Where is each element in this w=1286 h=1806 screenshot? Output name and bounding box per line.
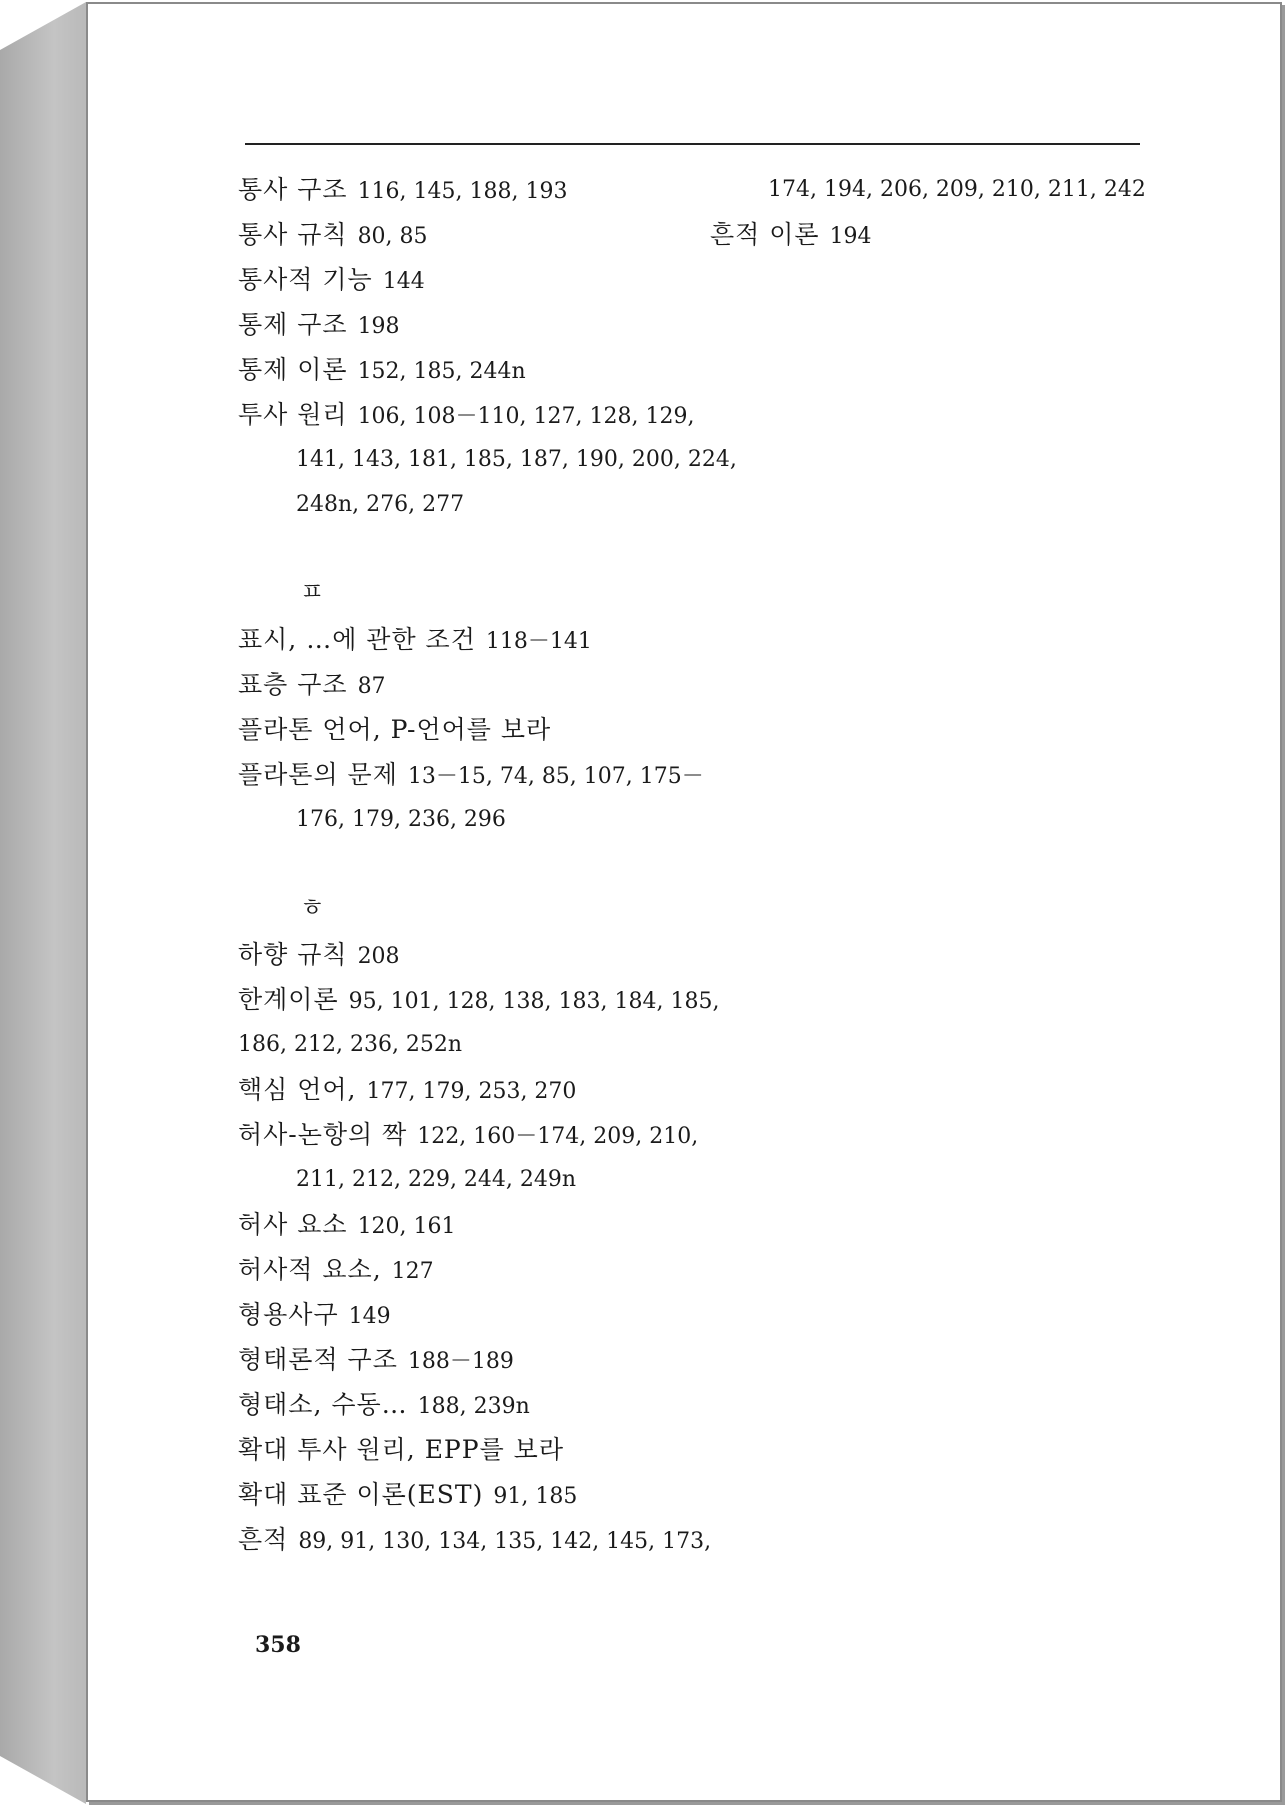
index-entry [238, 760, 704, 792]
index-entry [238, 175, 568, 207]
section-heading [300, 577, 325, 608]
index-term: 표시, …에 관한 조건 [238, 625, 476, 654]
index-term: 확대 표준 이론(EST) [238, 1480, 484, 1509]
index-entry [238, 1210, 456, 1242]
page-references: 91, 185 [493, 1484, 578, 1509]
index-entry [238, 985, 719, 1017]
index-entry-continuation [296, 490, 464, 520]
book-spine [0, 0, 90, 1806]
page-references: 208 [357, 944, 400, 969]
index-term: 투사 원리 [238, 400, 348, 429]
page-references: 174, 194, 206, 209, 210, 211, 242 [768, 177, 1146, 202]
page-references: 106, 108－110, 127, 128, 129, [357, 404, 695, 429]
index-term: 통사 구조 [238, 175, 348, 204]
page-references: 194 [829, 224, 872, 249]
index-term: 통제 구조 [238, 310, 348, 339]
page-references: 188, 239n [417, 1394, 530, 1419]
index-entry [238, 1345, 514, 1377]
page-number: 358 [255, 1632, 301, 1658]
index-term: 확대 투사 원리, EPP를 보라 [238, 1435, 564, 1464]
index-term: 형태론적 구조 [238, 1345, 398, 1374]
index-entry [238, 310, 400, 342]
index-term: 흔적 이론 [710, 220, 820, 249]
index-entry-continuation [296, 445, 737, 475]
index-entry-continuation [296, 805, 506, 835]
index-term: ㅍ [300, 577, 326, 606]
page-references: 141, 143, 181, 185, 187, 190, 200, 224, [296, 447, 737, 472]
index-term: 형용사구 [238, 1300, 339, 1329]
index-entry [238, 265, 425, 297]
page-references: 116, 145, 188, 193 [357, 179, 568, 204]
index-entry [238, 1075, 576, 1107]
section-heading [300, 893, 325, 924]
page-references: 248n, 276, 277 [296, 492, 465, 517]
index-term: 허사-논항의 짝 [238, 1120, 408, 1149]
page-references: 152, 185, 244n [357, 359, 526, 384]
index-entry [238, 400, 694, 432]
page-references: 176, 179, 236, 296 [296, 807, 506, 832]
index-entry [238, 715, 551, 747]
index-term: 하향 규칙 [238, 940, 348, 969]
page-references: 186, 212, 236, 252n [238, 1032, 463, 1057]
index-entry [710, 220, 872, 252]
index-entry-continuation [768, 175, 1146, 205]
index-entry [238, 1030, 462, 1060]
index-entry [238, 220, 428, 252]
index-entry [238, 355, 526, 387]
page-references: 95, 101, 128, 138, 183, 184, 185, [348, 989, 720, 1014]
index-term: 형태소, 수동… [238, 1390, 408, 1419]
page-references: 80, 85 [357, 224, 428, 249]
index-term: 한계이론 [238, 985, 339, 1014]
index-term: 플라톤 언어, P-언어를 보라 [238, 715, 552, 744]
page-references: 198 [357, 314, 400, 339]
page-references: 188－189 [407, 1349, 514, 1374]
index-entry [238, 1390, 530, 1422]
page-references: 87 [357, 674, 386, 699]
page-references: 120, 161 [357, 1214, 456, 1239]
index-term: 허사적 요소, [238, 1255, 382, 1284]
page-references: 177, 179, 253, 270 [366, 1079, 577, 1104]
index-term: 통사적 기능 [238, 265, 373, 294]
index-entry [238, 940, 400, 972]
index-term: 허사 요소 [238, 1210, 348, 1239]
index-term: 표층 구조 [238, 670, 348, 699]
index-entry [238, 625, 592, 657]
index-entry [238, 1300, 391, 1332]
page-references: 89, 91, 130, 134, 135, 142, 145, 173, [298, 1529, 712, 1554]
index-entry [238, 1435, 564, 1467]
index-term: 통제 이론 [238, 355, 348, 384]
index-term: 흔적 [238, 1525, 289, 1554]
page-references: 122, 160－174, 209, 210, [417, 1124, 699, 1149]
index-entry [238, 1525, 711, 1557]
index-entry [238, 1480, 577, 1512]
page-references: 118－141 [485, 629, 592, 654]
index-entry [238, 1120, 698, 1152]
page-references: 13－15, 74, 85, 107, 175－ [407, 764, 704, 789]
page-references: 144 [382, 269, 425, 294]
page-references: 127 [391, 1259, 434, 1284]
index-term: 플라톤의 문제 [238, 760, 398, 789]
index-term: ㅎ [300, 893, 326, 922]
index-entry [238, 670, 386, 702]
index-term: 핵심 언어, [238, 1075, 357, 1104]
header-rule [245, 143, 1140, 145]
page-references: 149 [348, 1304, 391, 1329]
page-references: 211, 212, 229, 244, 249n [296, 1167, 577, 1192]
index-entry-continuation [296, 1165, 576, 1195]
index-term: 통사 규칙 [238, 220, 348, 249]
index-entry [238, 1255, 434, 1287]
